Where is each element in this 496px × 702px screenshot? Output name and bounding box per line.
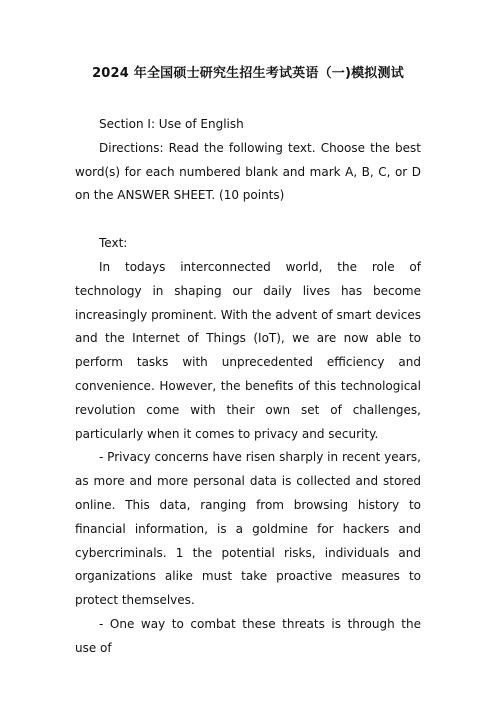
paragraph-1: In todays interconnected world, the role of technology in shaping our daily lives has become increasingly prominent. With the advent of smart devices and the Internet of Things (IoT), we are now able to perform tasks with unprecedented efficiency and convenience. However, the benefits of this technological revolution come with their own set of challenges, particularly when it comes to privacy and security. [75, 259, 421, 441]
directions: Directions: Read the following text. Choose the best word(s) for each numbered blank and mark A, B, C, or D on the ANSWER SHEET. (10 points) [75, 140, 421, 203]
exam-title: 2024 年全国硕士研究生招生考试英语（一)模拟测试 [92, 66, 404, 81]
paragraph-3: - One way to combat these threats is through the use of [75, 616, 421, 655]
spacer [75, 208, 421, 232]
paragraph-2: - Privacy concerns have risen sharply in recent years, as more and more personal data is collected and stored online. This data, ranging from browsing history to financial information, is a goldmine for hackers and cybercriminals. 1 the potential risks, individuals and organizations alike must take proactive measures to protect themselves. [75, 450, 421, 608]
section-heading: Section I: Use of English [99, 117, 244, 131]
text-label: Text: [99, 236, 128, 251]
